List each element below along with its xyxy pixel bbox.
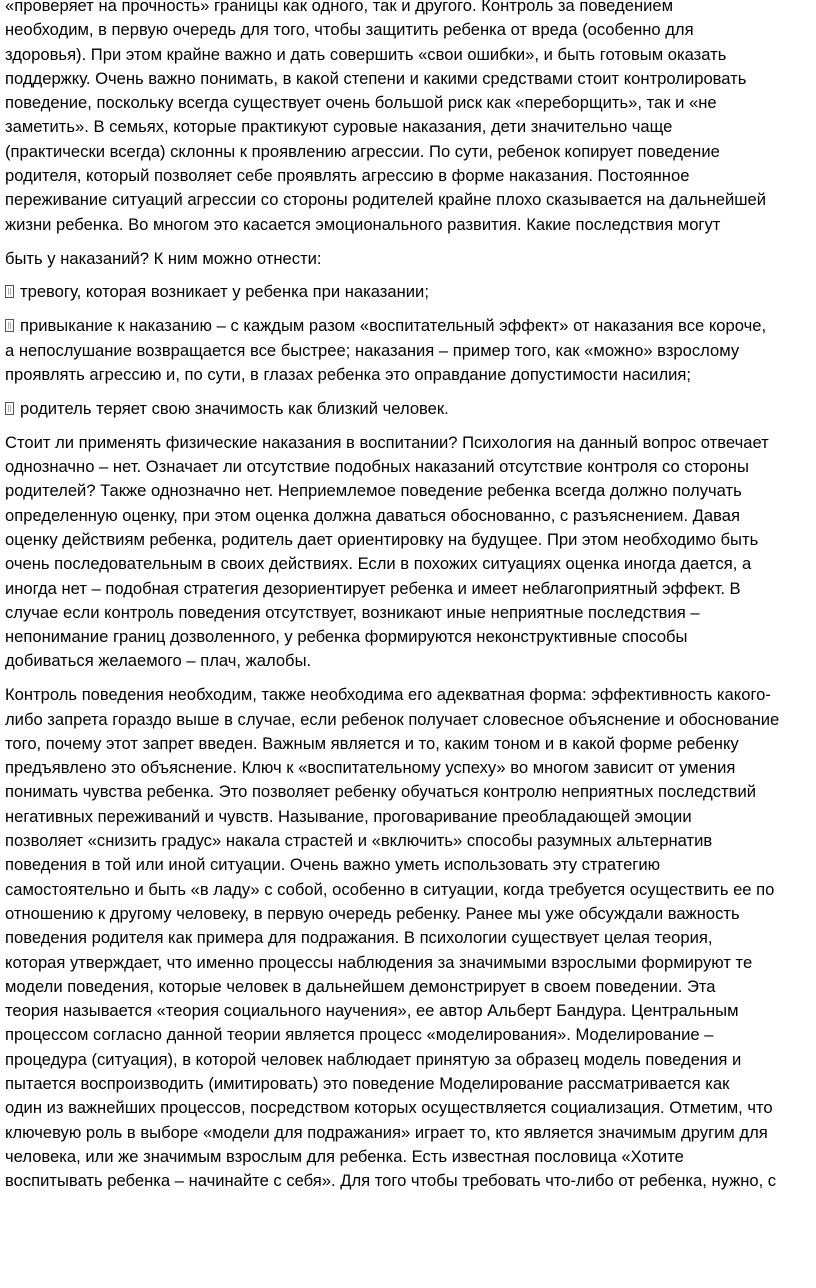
text-line: процессом согласно данной теории является процесс «моделирования». Моделирование – — [5, 1025, 714, 1045]
text-line: однозначно – нет. Означает ли отсутствие подобных наказаний отсутствие контроля со стороны — [5, 457, 749, 477]
text-line: непонимание границ дозволенного, у ребенка формируются неконструктивные способы — [5, 627, 688, 647]
list-item — [5, 280, 812, 304]
text-line: самостоятельно и быть «в ладу» с собой, особенно в ситуации, когда требуется осуществить ее по — [5, 879, 775, 899]
text-line: (практически всегда) склонны к проявлению агрессии. По сути, ребенок копирует поведение — [5, 141, 720, 161]
text-line: «проверяет на прочность» границы как одного, так и другого. Контроль за поведением — [5, 0, 674, 15]
text-line: случае если контроль поведения отсутствует, возникают иные неприятные последствия – — [5, 602, 700, 622]
missing-glyph-icon — [5, 285, 14, 298]
text-line: оценку действиям ребенка, родитель дает ориентировку на будущее. При этом необходимо быть — [5, 529, 759, 549]
text-line: понимать чувства ребенка. Это позволяет ребенку обучаться контролю неприятных последствий — [5, 782, 756, 802]
text-line: ключевую роль в выборе «модели для подражания» играет то, кто является значимым другим для — [5, 1122, 768, 1142]
text-line: а непослушание возвращается все быстрее; наказания – пример того, как «можно» взрослому — [5, 340, 740, 360]
text-line: поведения родителя как примера для подражания. В психологии существует целая теория, — [5, 928, 713, 948]
text-line: быть у наказаний? К ним можно отнести: — [5, 248, 322, 268]
text-line: заметить». В семьях, которые практикуют суровые наказания, дети значительно чаще — [5, 117, 673, 137]
text-line: родителей? Также однозначно нет. Неприемлемое поведение ребенка всегда должно получать — [5, 481, 742, 501]
text-line: проявлять агрессию и, по сути, в глазах ребенка это оправдание допустимости насилия; — [5, 364, 691, 384]
text-line: человека, или же значимым взрослым для ребенка. Есть известная пословица «Хотите — [5, 1146, 684, 1166]
text-line: негативных переживаний и чувств. Называние, проговаривание преобладающей эмоции — [5, 806, 692, 826]
text-line: поведение, поскольку всегда существует очень большой риск как «переборщить», так и «не — [5, 93, 717, 113]
text-line: предъявлено это объяснение. Ключ к «воспитательному успеху» во многом зависит от умения — [5, 758, 736, 778]
text-line: Контроль поведения необходим, также необходима его адекватная форма: эффективность какого- — [5, 685, 771, 705]
text-line: того, почему этот запрет введен. Важным является и то, каким тоном и в какой форме ребенку — [5, 733, 739, 753]
text-line: переживание ситуаций агрессии со стороны родителей крайне плохо сказывается на дальнейшей — [5, 190, 767, 210]
paragraph — [5, 431, 812, 674]
text-line: необходим, в первую очередь для того, чтобы защитить ребенка от вреда (особенно для — [5, 20, 694, 40]
text-line — [5, 314, 812, 338]
text-line: жизни ребенка. Во многом это касается эмоционального развития. Какие последствия могут — [5, 214, 721, 234]
text-line: воспитывать ребенка – начинайте с себя». Для того чтобы требовать что-либо от ребенка, нужно, с — [5, 1171, 777, 1191]
text-line: определенную оценку, при этом оценка должна даваться обоснованно, с разъяснением. Давая — [5, 505, 740, 525]
text-line: пытается воспроизводить (имитировать) это поведение Моделирование рассматривается как — [5, 1074, 730, 1094]
text-line: поведения в той или иной ситуации. Очень важно уметь использовать эту стратегию — [5, 855, 661, 875]
list-item-text: родитель теряет свою значимость как близкий человек. — [20, 398, 449, 418]
text-line: добиваться желаемого – плач, жалобы. — [5, 651, 312, 671]
text-line: теория называется «теория социального научения», ее автор Альберт Бандура. Центральным — [5, 1001, 739, 1021]
list-item-text: привыкание к наказанию – с каждым разом «воспитательный эффект» от наказания все короче, — [20, 316, 767, 336]
text-line: очень последовательным в своих действиях. Если в похожих ситуациях оценка иногда дается, а — [5, 554, 752, 574]
list-item — [5, 397, 812, 421]
text-line: процедура (ситуация), в которой человек наблюдает принятую за образец модель поведения и — [5, 1049, 742, 1069]
text-line: родителя, который позволяет себе проявлять агрессию в форме наказания. Постоянное — [5, 166, 690, 186]
paragraph — [5, 247, 812, 271]
missing-glyph-icon — [5, 402, 14, 415]
text-line: отношению к другому человеку, в первую очередь ребенку. Ранее мы уже обсуждали важность — [5, 903, 740, 923]
text-line: один из важнейших процессов, посредством которых осуществляется социализация. Отметим, что — [5, 1098, 773, 1118]
text-line: позволяет «снизить градус» накала страстей и «включить» способы разумных альтернатив — [5, 831, 713, 851]
text-line: модели поведения, которые человек в дальнейшем демонстрирует в своем поведении. Эта — [5, 976, 716, 996]
text-line: либо запрета гораздо выше в случае, если ребенок получает словесное объяснение и обоснование — [5, 709, 780, 729]
paragraph — [5, 683, 812, 1193]
text-line — [5, 280, 812, 304]
text-line — [5, 397, 812, 421]
text-line: здоровья). При этом крайне важно и дать совершить «свои ошибки», и быть готовым оказать — [5, 44, 727, 64]
text-line: которая утверждает, что именно процессы наблюдения за значимыми взрослыми формируют те — [5, 952, 753, 972]
text-line: Стоит ли применять физические наказания в воспитании? Психология на данный вопрос отвечает — [5, 432, 769, 452]
paragraph — [5, 0, 812, 237]
list-item — [5, 314, 812, 387]
text-line: иногда нет – подобная стратегия дезориентирует ребенка и имеет неблагоприятный эффект. В — [5, 578, 741, 598]
missing-glyph-icon — [5, 319, 14, 332]
list-item-text: тревогу, которая возникает у ребенка при наказании; — [20, 282, 429, 302]
text-line: поддержку. Очень важно понимать, в какой степени и какими средствами стоит контролировать — [5, 68, 747, 88]
